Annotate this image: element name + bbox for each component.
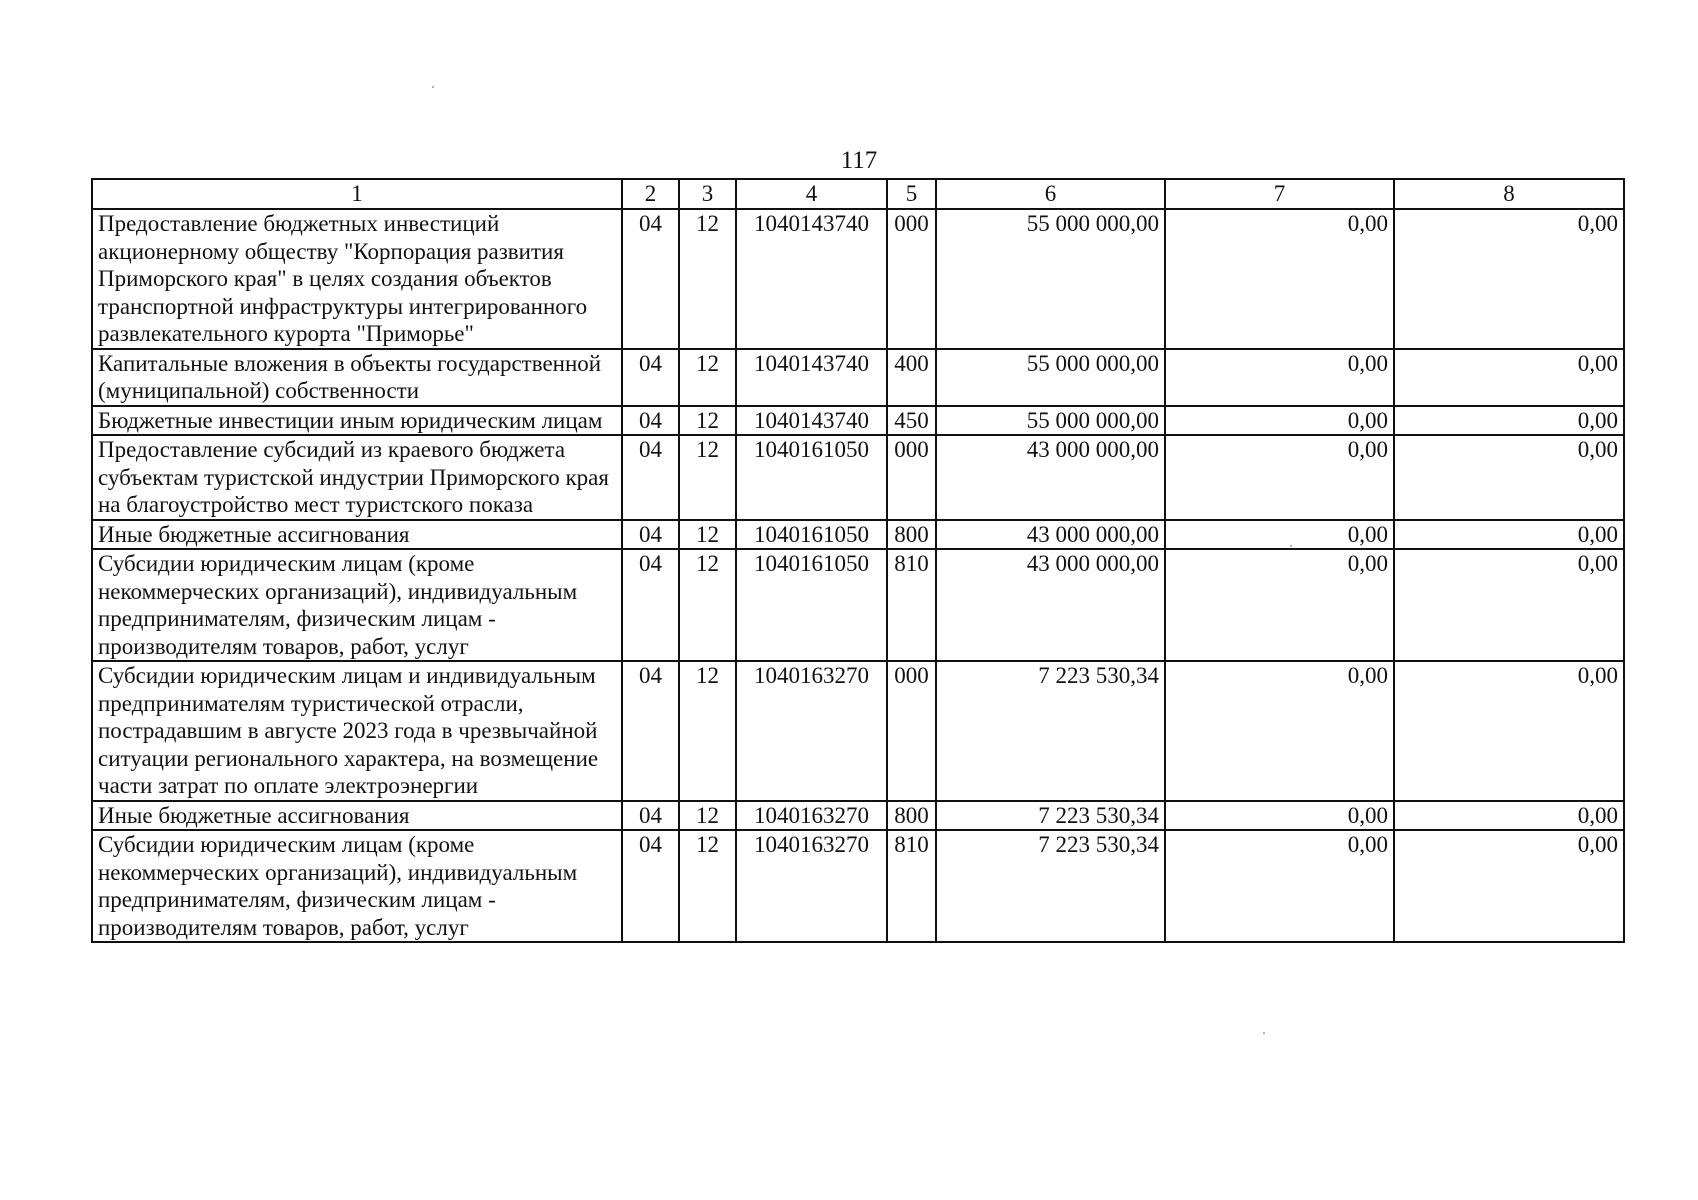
table-row	[92, 406, 1624, 436]
amount-column-8: 0,00	[1394, 830, 1624, 942]
amount-column-6: 43 000 000,00	[936, 520, 1165, 550]
amount-column-6: 7 223 530,34	[936, 661, 1165, 801]
column-header-2: 2	[622, 179, 679, 209]
row-name: Субсидии юридическим лицам (кроме некоммерческих организаций), индивидуальным предпринимателям, физическим лицам - производителям товаров, работ, услуг	[92, 830, 622, 942]
section-code: 04	[622, 349, 679, 406]
table-row	[92, 801, 1624, 831]
expense-type-code: 800	[887, 801, 936, 831]
row-name: Субсидии юридическим лицам (кроме некоммерческих организаций), индивидуальным предпринимателям, физическим лицам - производителям товаров, работ, услуг	[92, 549, 622, 661]
subsection-code: 12	[679, 435, 736, 520]
column-header-6: 6	[936, 179, 1165, 209]
column-header-4: 4	[736, 179, 887, 209]
scan-speck	[432, 86, 434, 88]
amount-column-6: 55 000 000,00	[936, 209, 1165, 349]
amount-column-7: 0,00	[1165, 661, 1394, 801]
subsection-code: 12	[679, 549, 736, 661]
table-row	[92, 549, 1624, 661]
table-row	[92, 349, 1624, 406]
expense-type-code: 400	[887, 349, 936, 406]
target-article-code: 1040161050	[736, 435, 887, 520]
target-article-code: 1040163270	[736, 661, 887, 801]
row-name: Капитальные вложения в объекты государственной (муниципальной) собственности	[92, 349, 622, 406]
header-row	[92, 179, 1624, 209]
amount-column-6: 43 000 000,00	[936, 549, 1165, 661]
amount-column-7: 0,00	[1165, 435, 1394, 520]
section-code: 04	[622, 406, 679, 436]
page-number: 117	[840, 147, 878, 174]
scan-speck	[1290, 545, 1292, 547]
amount-column-6: 43 000 000,00	[936, 435, 1165, 520]
table-row	[92, 209, 1624, 349]
amount-column-8: 0,00	[1394, 435, 1624, 520]
expense-type-code: 000	[887, 435, 936, 520]
amount-column-7: 0,00	[1165, 406, 1394, 436]
amount-column-7: 0,00	[1165, 209, 1394, 349]
scan-speck	[1263, 1032, 1265, 1034]
subsection-code: 12	[679, 520, 736, 550]
section-code: 04	[622, 435, 679, 520]
target-article-code: 1040161050	[736, 549, 887, 661]
table-row	[92, 520, 1624, 550]
amount-column-8: 0,00	[1394, 661, 1624, 801]
row-name: Предоставление субсидий из краевого бюджета субъектам туристской индустрии Приморского края на благоустройство мест туристского показа	[92, 435, 622, 520]
column-header-7: 7	[1165, 179, 1394, 209]
table-row	[92, 830, 1624, 942]
subsection-code: 12	[679, 661, 736, 801]
amount-column-8: 0,00	[1394, 209, 1624, 349]
target-article-code: 1040161050	[736, 520, 887, 550]
amount-column-6: 55 000 000,00	[936, 406, 1165, 436]
expense-type-code: 000	[887, 661, 936, 801]
amount-column-8: 0,00	[1394, 406, 1624, 436]
amount-column-7: 0,00	[1165, 830, 1394, 942]
section-code: 04	[622, 830, 679, 942]
expense-type-code: 000	[887, 209, 936, 349]
amount-column-8: 0,00	[1394, 520, 1624, 550]
amount-column-7: 0,00	[1165, 801, 1394, 831]
row-name: Иные бюджетные ассигнования	[92, 801, 622, 831]
target-article-code: 1040163270	[736, 830, 887, 942]
expense-type-code: 450	[887, 406, 936, 436]
expense-type-code: 810	[887, 830, 936, 942]
amount-column-6: 7 223 530,34	[936, 830, 1165, 942]
subsection-code: 12	[679, 209, 736, 349]
amount-column-8: 0,00	[1394, 801, 1624, 831]
row-name: Бюджетные инвестиции иным юридическим лицам	[92, 406, 622, 436]
amount-column-8: 0,00	[1394, 549, 1624, 661]
table-row	[92, 661, 1624, 801]
subsection-code: 12	[679, 801, 736, 831]
table-row	[92, 435, 1624, 520]
column-header-8: 8	[1394, 179, 1624, 209]
row-name: Иные бюджетные ассигнования	[92, 520, 622, 550]
amount-column-6: 55 000 000,00	[936, 349, 1165, 406]
amount-column-8: 0,00	[1394, 349, 1624, 406]
section-code: 04	[622, 549, 679, 661]
section-code: 04	[622, 801, 679, 831]
target-article-code: 1040143740	[736, 209, 887, 349]
amount-column-7: 0,00	[1165, 349, 1394, 406]
budget-table	[91, 178, 1625, 943]
column-header-3: 3	[679, 179, 736, 209]
target-article-code: 1040143740	[736, 406, 887, 436]
amount-column-7: 0,00	[1165, 520, 1394, 550]
subsection-code: 12	[679, 406, 736, 436]
column-header-1: 1	[92, 179, 622, 209]
expense-type-code: 810	[887, 549, 936, 661]
row-name: Предоставление бюджетных инвестиций акционерному обществу "Корпорация развития Приморского края" в целях создания объектов транспортной инфраструктуры интегрированного развлекательного курорта "Приморье"	[92, 209, 622, 349]
column-header-5: 5	[887, 179, 936, 209]
amount-column-7: 0,00	[1165, 549, 1394, 661]
section-code: 04	[622, 209, 679, 349]
subsection-code: 12	[679, 349, 736, 406]
section-code: 04	[622, 661, 679, 801]
subsection-code: 12	[679, 830, 736, 942]
row-name: Субсидии юридическим лицам и индивидуальным предпринимателям туристической отрасли, пострадавшим в августе 2023 года в чрезвычайной ситуации регионального характера, на возмещение части затрат по оплате электроэнергии	[92, 661, 622, 801]
section-code: 04	[622, 520, 679, 550]
target-article-code: 1040143740	[736, 349, 887, 406]
target-article-code: 1040163270	[736, 801, 887, 831]
expense-type-code: 800	[887, 520, 936, 550]
amount-column-6: 7 223 530,34	[936, 801, 1165, 831]
